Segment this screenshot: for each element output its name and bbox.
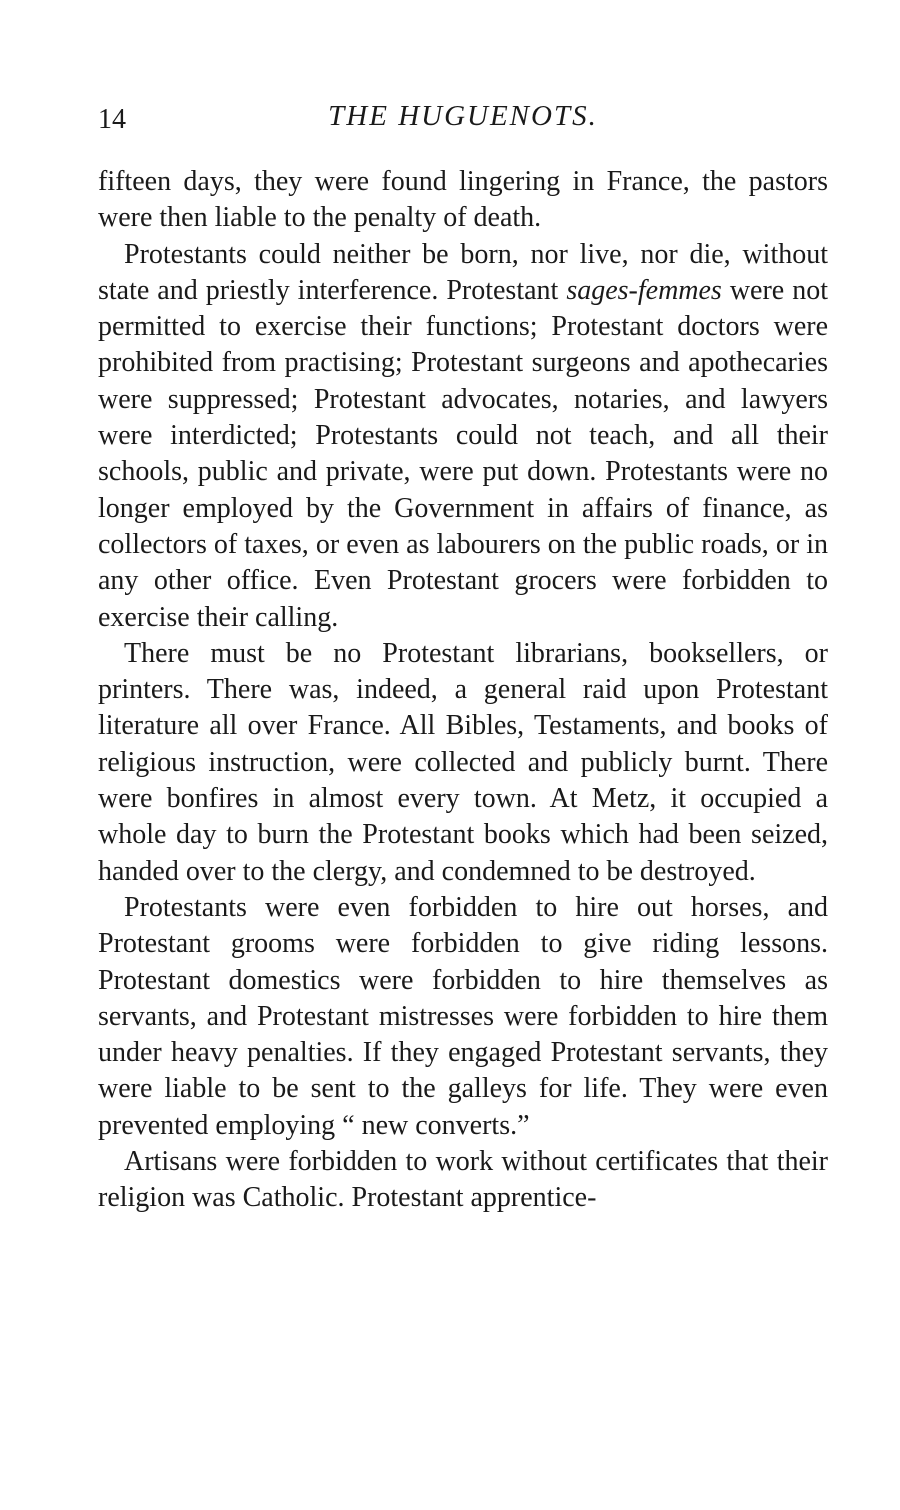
paragraph-servants: Protestants were even forbidden to hire out horses, and Protestant grooms were forbidden to give riding lessons. Protestant domestics were forbidden to hire themselves as servants, and Protestant mistresses were forbidden to hire them under heavy penalties. If they engaged Protestant servants, they were liable to be sent to the galleys for life. They were even prevented employing “ new converts.” — [98, 891, 828, 1141]
page-header — [98, 100, 828, 140]
italic-term: sages-femmes — [566, 274, 722, 306]
paragraph-professions — [98, 237, 828, 636]
paragraph-artisans: Artisans were forbidden to work without certificates that their religion was Catholic. Protestant apprentice- — [98, 1146, 828, 1214]
page-number: 14 — [98, 104, 126, 135]
paragraph-professions-lead: Protestants could neither be born, nor live, nor die, without state and priestly interference. Protestant — [98, 238, 828, 306]
running-head: THE HUGUENOTS. — [328, 100, 598, 132]
page-body — [98, 164, 828, 1217]
paragraph-continuation: fifteen days, they were found lingering in France, the pastors were then liable to the penalty of death. — [98, 166, 828, 234]
paragraph-literature: There must be no Protestant librarians, booksellers, or printers. There was, indeed, a general raid upon Protestant literature all over France. All Bibles, Testaments, and books of religious instruction, were collected and publicly burnt. There were bonfires in almost every town. At Metz, it occupied a whole day to burn the Protestant books which had been seized, handed over to the clergy, and condemned to be destroyed. — [98, 637, 828, 887]
paragraph-professions-rest: were not permitted to exercise their functions; Protestant doctors were prohibited from practising; Protestant surgeons and apothecaries were suppressed; Protestant advocates, notaries, and lawyers were interdicted; Protestants could not teach, and all their schools, public and private, were put down. Protestants were no longer employed by the Government in affairs of finance, as collectors of taxes, or even as labourers on the public roads, or in any other office. Even Protestant grocers were forbidden to exercise their calling. — [98, 274, 828, 633]
